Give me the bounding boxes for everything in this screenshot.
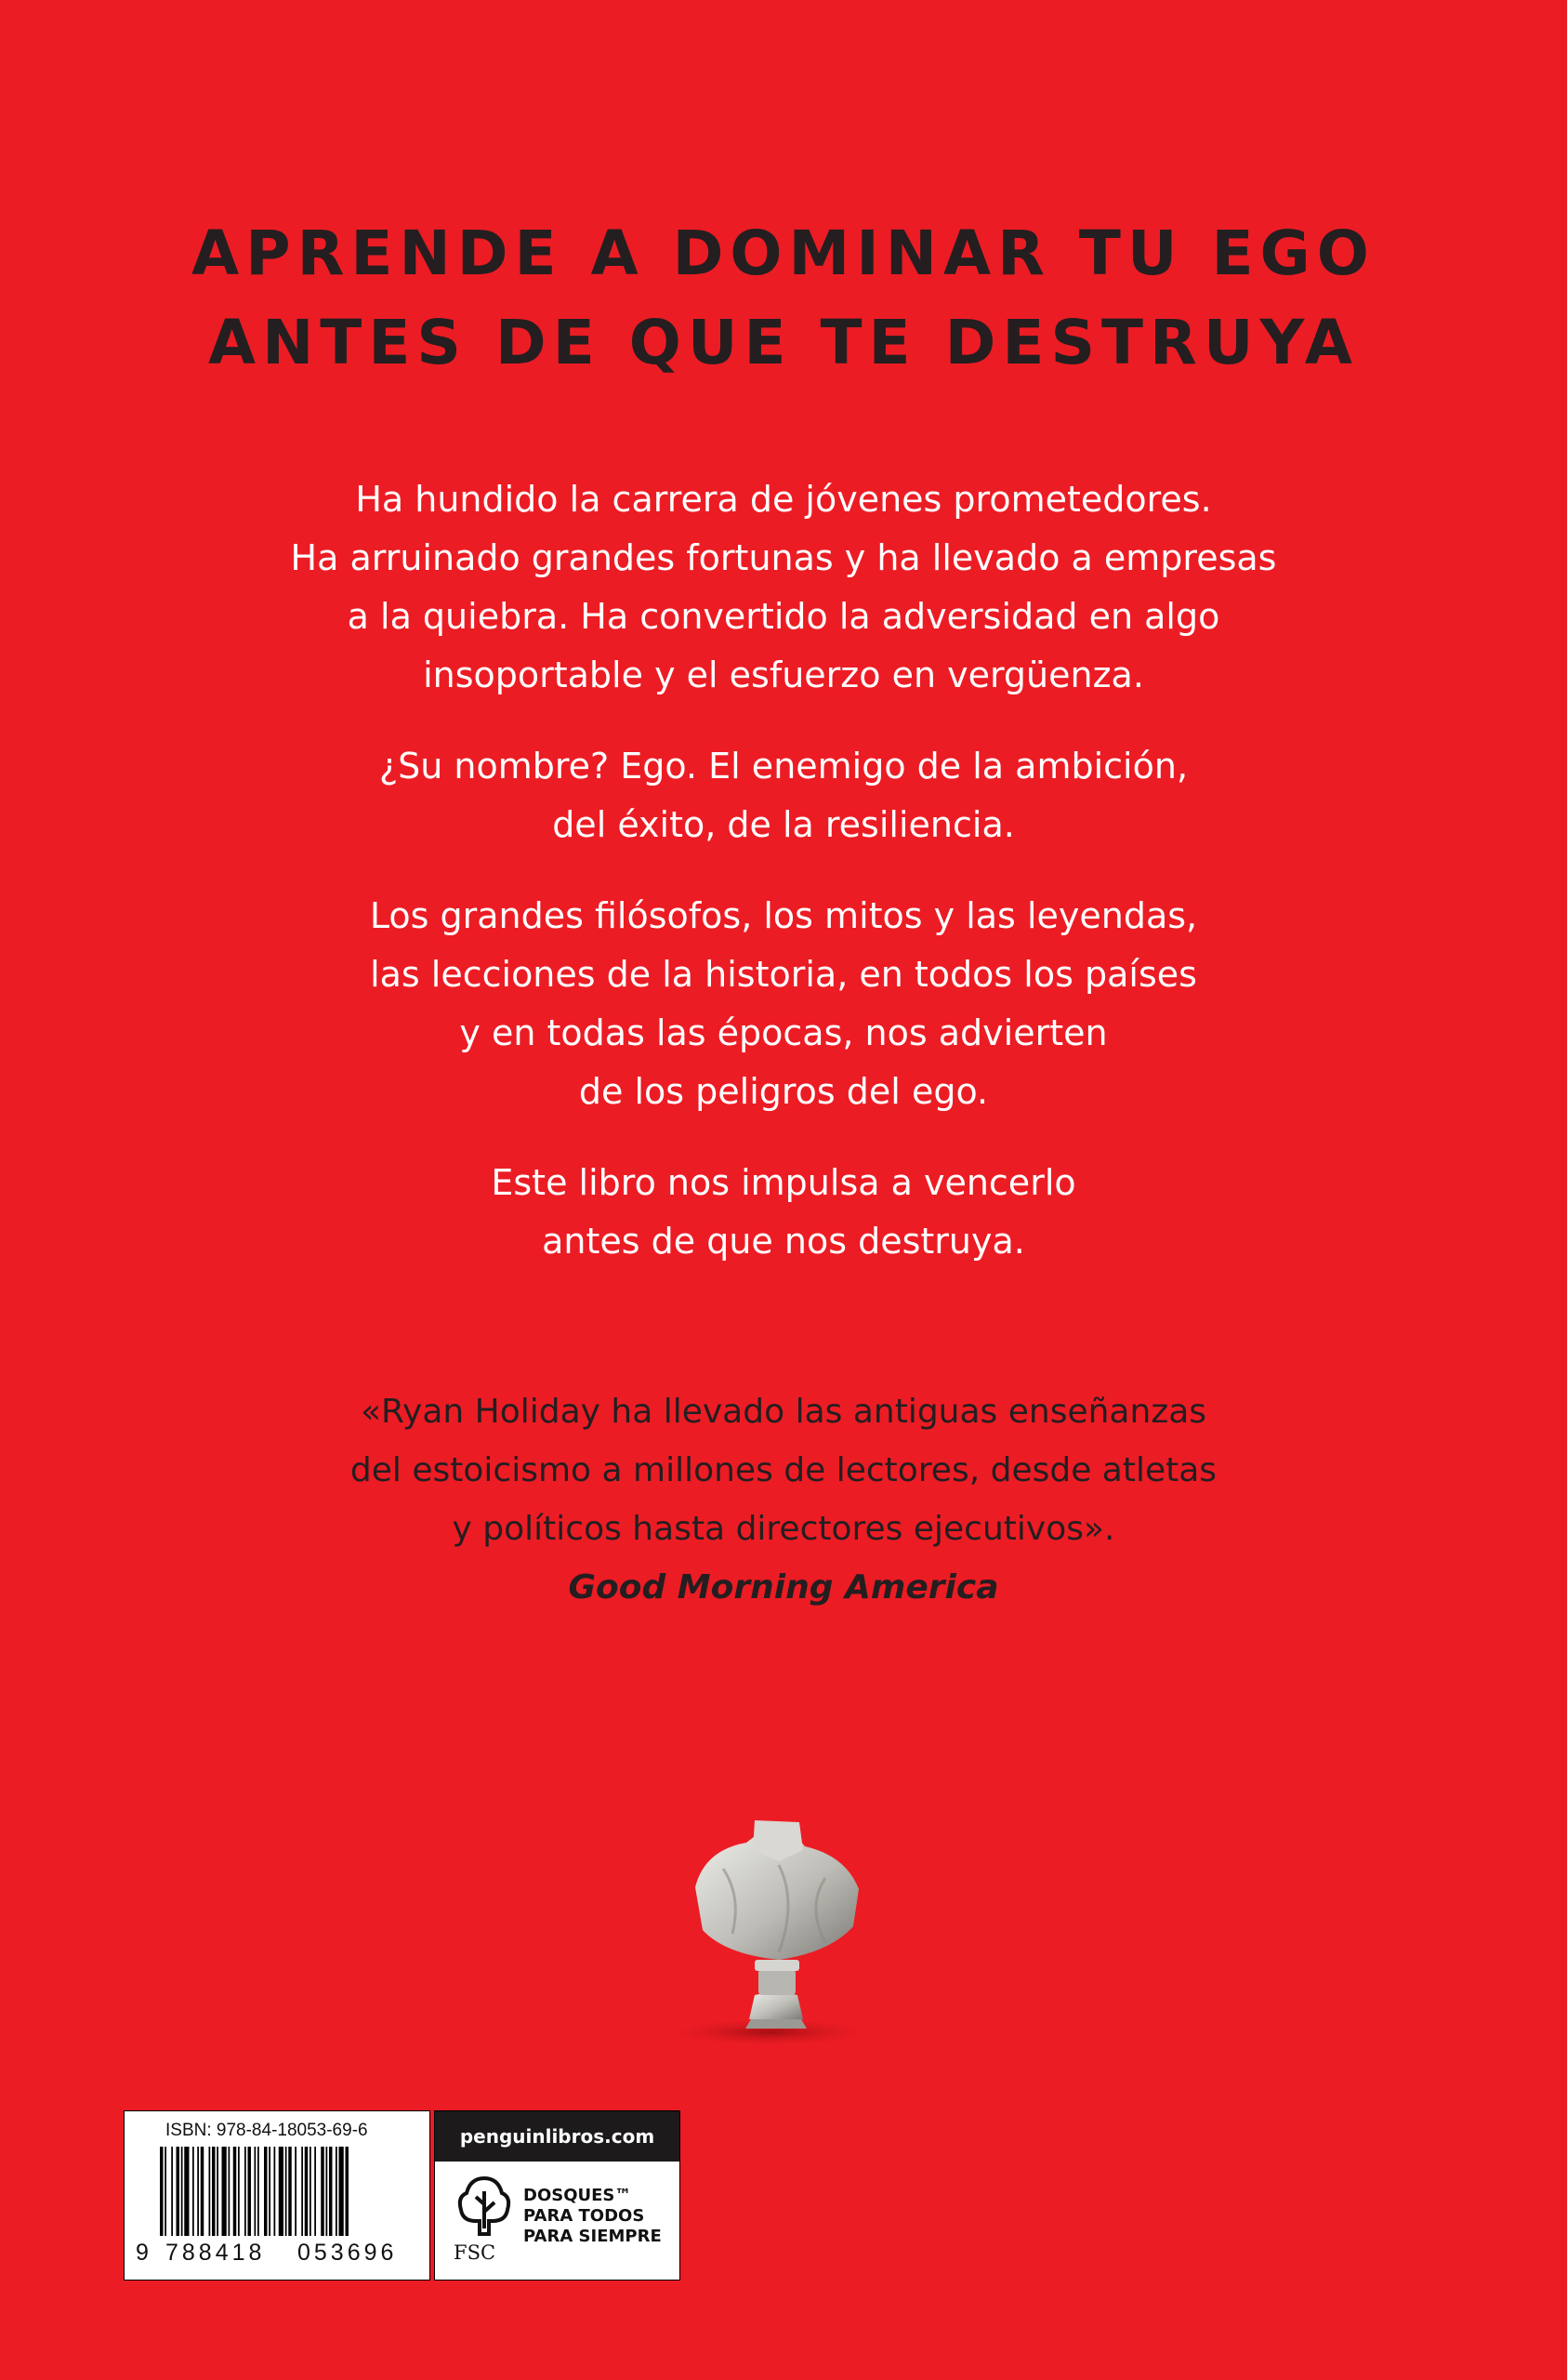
review-quote [0,1382,1567,1617]
fsc-tree-icon [452,2173,517,2240]
bust-statue-icon [639,1813,918,2055]
barcode-digit-first: 9 [136,2240,149,2266]
blurb-line: Ha arruinado grandes fortunas y ha llevado a empresas [290,537,1277,578]
bosques-slogan [523,2186,662,2247]
blurb-line: las lecciones de la historia, en todos los países [370,954,1197,995]
blurb-line: Los grandes filósofos, los mitos y las leyendas, [369,895,1198,936]
blurb-line: de los peligros del ego. [578,1071,989,1112]
fsc-label: FSC [454,2241,496,2264]
blurb-paragraph-4 [0,1154,1567,1271]
quote-line: del estoicismo a millones de lectores, desde atletas [349,1451,1218,1489]
blurb-line: antes de que nos destruya. [542,1221,1025,1262]
blurb [0,470,1567,1303]
bosques-line-2: PARA TODOS [523,2206,645,2226]
bosques-line-1: DOSQUES™ [523,2186,632,2205]
publisher-website: penguinlibros.com [435,2111,679,2162]
quote-line: «Ryan Holiday ha llevado las antiguas enseñanzas [360,1393,1207,1431]
isbn-label: ISBN: 978-84-18053-69-6 [165,2121,368,2140]
blurb-line: Ha hundido la carrera de jóvenes prometedores. [355,479,1212,520]
blurb-line: insoportable y el esfuerzo en vergüenza. [423,654,1144,695]
blurb-line: a la quiebra. Ha convertido la adversidad en algo [347,596,1220,637]
quote-source: Good Morning America [568,1568,999,1606]
back-cover-heading [0,209,1567,388]
blurb-paragraph-1 [0,470,1567,705]
isbn-barcode-box [124,2110,430,2281]
barcode-icon [132,2147,424,2240]
barcode-digits-right: 053696 [297,2240,398,2266]
barcode-digits-left: 788418 [165,2240,266,2266]
heading-line-2: ANTES DE QUE TE DESTRUYA [207,307,1360,378]
blurb-line: del éxito, de la resiliencia. [552,804,1015,845]
quote-line: y políticos hasta directores ejecutivos». [452,1510,1115,1548]
heading-line-1: APRENDE A DOMINAR TU EGO [191,218,1376,289]
blurb-line: y en todas las épocas, nos advierten [459,1012,1108,1053]
bosques-line-3: PARA SIEMPRE [523,2227,662,2246]
blurb-line: Este libro nos impulsa a vencerlo [491,1162,1076,1203]
publisher-logo-box [434,2110,680,2281]
blurb-paragraph-2 [0,737,1567,854]
blurb-line: ¿Su nombre? Ego. El enemigo de la ambición, [378,746,1189,787]
blurb-paragraph-3 [0,887,1567,1121]
